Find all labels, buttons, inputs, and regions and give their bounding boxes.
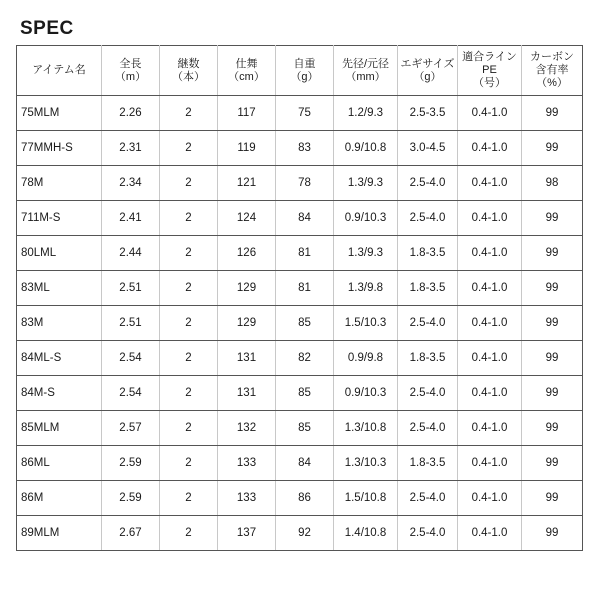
table-row: [17, 271, 583, 306]
table-cell-weight: 81: [276, 236, 334, 271]
table-cell-tip-butt-diameter: 0.9/10.3: [334, 376, 398, 411]
table-cell-line-pe: 0.4-1.0: [458, 166, 522, 201]
table-cell-item-name: 80LML: [17, 236, 102, 271]
table-cell-total-length: 2.51: [102, 306, 160, 341]
table-cell-item-name: 86M: [17, 481, 102, 516]
table-cell-total-length: 2.51: [102, 271, 160, 306]
table-cell-tip-butt-diameter: 1.4/10.8: [334, 516, 398, 551]
table-row: [17, 341, 583, 376]
column-header-weight: [276, 46, 334, 96]
table-cell-carbon-content: 99: [522, 446, 583, 481]
table-row: [17, 411, 583, 446]
table-cell-closed-length: 133: [218, 446, 276, 481]
table-cell-pieces: 2: [160, 271, 218, 306]
column-header-line: アイテム名: [32, 64, 86, 76]
column-header-line: （mm）: [345, 70, 386, 83]
table-cell-total-length: 2.34: [102, 166, 160, 201]
column-header-line: 先径/元径: [341, 57, 390, 70]
table-cell-tip-butt-diameter: 1.5/10.8: [334, 481, 398, 516]
table-cell-line-pe: 0.4-1.0: [458, 306, 522, 341]
table-cell-closed-length: 133: [218, 481, 276, 516]
table-cell-tip-butt-diameter: 0.9/10.8: [334, 131, 398, 166]
table-cell-closed-length: 119: [218, 131, 276, 166]
table-body: [17, 96, 583, 551]
column-header-line: （g）: [413, 70, 442, 83]
table-cell-weight: 85: [276, 376, 334, 411]
table-cell-line-pe: 0.4-1.0: [458, 236, 522, 271]
table-cell-weight: 86: [276, 481, 334, 516]
table-cell-line-pe: 0.4-1.0: [458, 201, 522, 236]
table-row: [17, 376, 583, 411]
table-cell-pieces: 2: [160, 516, 218, 551]
table-row: [17, 516, 583, 551]
table-cell-total-length: 2.54: [102, 341, 160, 376]
column-header-line: カーボン: [530, 51, 574, 63]
table-cell-total-length: 2.57: [102, 411, 160, 446]
table-cell-line-pe: 0.4-1.0: [458, 481, 522, 516]
column-header-line: エギサイズ: [400, 57, 455, 70]
table-cell-tip-butt-diameter: 0.9/9.8: [334, 341, 398, 376]
table-cell-total-length: 2.31: [102, 131, 160, 166]
column-header-tip-butt-diameter: [334, 46, 398, 96]
table-cell-egi-size: 2.5-4.0: [398, 166, 458, 201]
column-header-line: PE: [482, 64, 497, 76]
column-header-line-pe: [458, 46, 522, 96]
table-cell-tip-butt-diameter: 1.3/10.3: [334, 446, 398, 481]
table-cell-weight: 78: [276, 166, 334, 201]
column-header-total-length: [102, 46, 160, 96]
table-cell-total-length: 2.59: [102, 446, 160, 481]
table-cell-weight: 84: [276, 446, 334, 481]
table-cell-pieces: 2: [160, 446, 218, 481]
table-row: [17, 306, 583, 341]
table-cell-weight: 82: [276, 341, 334, 376]
table-cell-total-length: 2.54: [102, 376, 160, 411]
table-cell-tip-butt-diameter: 1.3/9.8: [334, 271, 398, 306]
column-header-line: （m）: [114, 70, 147, 83]
column-header-line: 適合ライン: [462, 51, 517, 63]
table-cell-item-name: 78M: [17, 166, 102, 201]
table-cell-closed-length: 131: [218, 376, 276, 411]
table-cell-pieces: 2: [160, 96, 218, 131]
table-cell-egi-size: 2.5-4.0: [398, 201, 458, 236]
table-cell-egi-size: 1.8-3.5: [398, 271, 458, 306]
table-cell-pieces: 2: [160, 376, 218, 411]
table-cell-weight: 84: [276, 201, 334, 236]
table-cell-weight: 92: [276, 516, 334, 551]
table-cell-line-pe: 0.4-1.0: [458, 96, 522, 131]
table-cell-carbon-content: 99: [522, 516, 583, 551]
table-cell-line-pe: 0.4-1.0: [458, 271, 522, 306]
table-cell-closed-length: 132: [218, 411, 276, 446]
table-cell-item-name: 77MMH-S: [17, 131, 102, 166]
table-cell-egi-size: 2.5-3.5: [398, 96, 458, 131]
table-row: [17, 236, 583, 271]
table-cell-item-name: 86ML: [17, 446, 102, 481]
table-cell-carbon-content: 99: [522, 376, 583, 411]
table-cell-carbon-content: 99: [522, 341, 583, 376]
column-header-line: （%）: [536, 77, 568, 89]
table-cell-total-length: 2.67: [102, 516, 160, 551]
table-cell-pieces: 2: [160, 236, 218, 271]
table-cell-carbon-content: 99: [522, 306, 583, 341]
table-cell-egi-size: 2.5-4.0: [398, 306, 458, 341]
table-cell-carbon-content: 98: [522, 166, 583, 201]
column-header-carbon-content: [522, 46, 583, 96]
table-cell-pieces: 2: [160, 201, 218, 236]
table-cell-tip-butt-diameter: 1.3/9.3: [334, 166, 398, 201]
column-header-line: 自重: [293, 57, 316, 70]
column-header-pieces: [160, 46, 218, 96]
table-cell-egi-size: 1.8-3.5: [398, 341, 458, 376]
table-cell-closed-length: 121: [218, 166, 276, 201]
table-cell-tip-butt-diameter: 1.3/10.8: [334, 411, 398, 446]
table-cell-item-name: 83M: [17, 306, 102, 341]
table-cell-egi-size: 3.0-4.5: [398, 131, 458, 166]
table-cell-weight: 75: [276, 96, 334, 131]
column-header-line: （cm）: [228, 70, 265, 83]
table-cell-item-name: 84ML-S: [17, 341, 102, 376]
table-cell-pieces: 2: [160, 341, 218, 376]
table-cell-total-length: 2.41: [102, 201, 160, 236]
table-row: [17, 96, 583, 131]
table-cell-carbon-content: 99: [522, 271, 583, 306]
table-cell-egi-size: 1.8-3.5: [398, 446, 458, 481]
table-cell-weight: 81: [276, 271, 334, 306]
column-header-line: （号）: [473, 77, 506, 89]
table-cell-total-length: 2.44: [102, 236, 160, 271]
table-row: [17, 166, 583, 201]
table-cell-line-pe: 0.4-1.0: [458, 446, 522, 481]
column-header-line: 全長: [119, 57, 142, 70]
table-cell-pieces: 2: [160, 411, 218, 446]
column-header-line: 含有率: [535, 64, 569, 76]
table-cell-item-name: 89MLM: [17, 516, 102, 551]
table-header-row: [17, 46, 583, 96]
table-cell-closed-length: 124: [218, 201, 276, 236]
table-cell-carbon-content: 99: [522, 201, 583, 236]
table-row: [17, 131, 583, 166]
table-cell-pieces: 2: [160, 481, 218, 516]
table-cell-closed-length: 126: [218, 236, 276, 271]
column-header-line: 仕舞: [235, 57, 258, 70]
table-cell-carbon-content: 99: [522, 411, 583, 446]
table-cell-total-length: 2.59: [102, 481, 160, 516]
column-header-closed-length: [218, 46, 276, 96]
table-cell-carbon-content: 99: [522, 96, 583, 131]
column-header-line: （g）: [290, 70, 319, 83]
table-cell-tip-butt-diameter: 1.5/10.3: [334, 306, 398, 341]
table-cell-closed-length: 129: [218, 306, 276, 341]
table-cell-total-length: 2.26: [102, 96, 160, 131]
table-cell-tip-butt-diameter: 0.9/10.3: [334, 201, 398, 236]
table-cell-line-pe: 0.4-1.0: [458, 376, 522, 411]
table-cell-weight: 85: [276, 411, 334, 446]
table-cell-line-pe: 0.4-1.0: [458, 341, 522, 376]
table-cell-weight: 83: [276, 131, 334, 166]
table-row: [17, 481, 583, 516]
table-cell-carbon-content: 99: [522, 481, 583, 516]
table-cell-closed-length: 129: [218, 271, 276, 306]
table-cell-carbon-content: 99: [522, 131, 583, 166]
table-cell-pieces: 2: [160, 166, 218, 201]
table-row: [17, 201, 583, 236]
column-header-line: 継数: [177, 57, 200, 70]
table-cell-egi-size: 2.5-4.0: [398, 376, 458, 411]
spec-table: [16, 45, 583, 551]
column-header-egi-size: [398, 46, 458, 96]
table-cell-carbon-content: 99: [522, 236, 583, 271]
table-cell-closed-length: 137: [218, 516, 276, 551]
table-row: [17, 446, 583, 481]
table-cell-tip-butt-diameter: 1.2/9.3: [334, 96, 398, 131]
table-cell-closed-length: 117: [218, 96, 276, 131]
column-header-item-name: [17, 46, 102, 96]
table-cell-item-name: 84M-S: [17, 376, 102, 411]
table-cell-tip-butt-diameter: 1.3/9.3: [334, 236, 398, 271]
table-cell-egi-size: 2.5-4.0: [398, 481, 458, 516]
table-cell-item-name: 83ML: [17, 271, 102, 306]
table-cell-egi-size: 2.5-4.0: [398, 516, 458, 551]
table-cell-item-name: 75MLM: [17, 96, 102, 131]
table-cell-pieces: 2: [160, 306, 218, 341]
table-cell-pieces: 2: [160, 131, 218, 166]
column-header-line: （本）: [172, 70, 205, 83]
table-cell-line-pe: 0.4-1.0: [458, 411, 522, 446]
table-cell-item-name: 711M-S: [17, 201, 102, 236]
table-cell-weight: 85: [276, 306, 334, 341]
table-cell-egi-size: 2.5-4.0: [398, 411, 458, 446]
table-cell-line-pe: 0.4-1.0: [458, 131, 522, 166]
table-cell-line-pe: 0.4-1.0: [458, 516, 522, 551]
table-cell-closed-length: 131: [218, 341, 276, 376]
page-title: SPEC: [20, 18, 74, 39]
table-cell-egi-size: 1.8-3.5: [398, 236, 458, 271]
table-cell-item-name: 85MLM: [17, 411, 102, 446]
